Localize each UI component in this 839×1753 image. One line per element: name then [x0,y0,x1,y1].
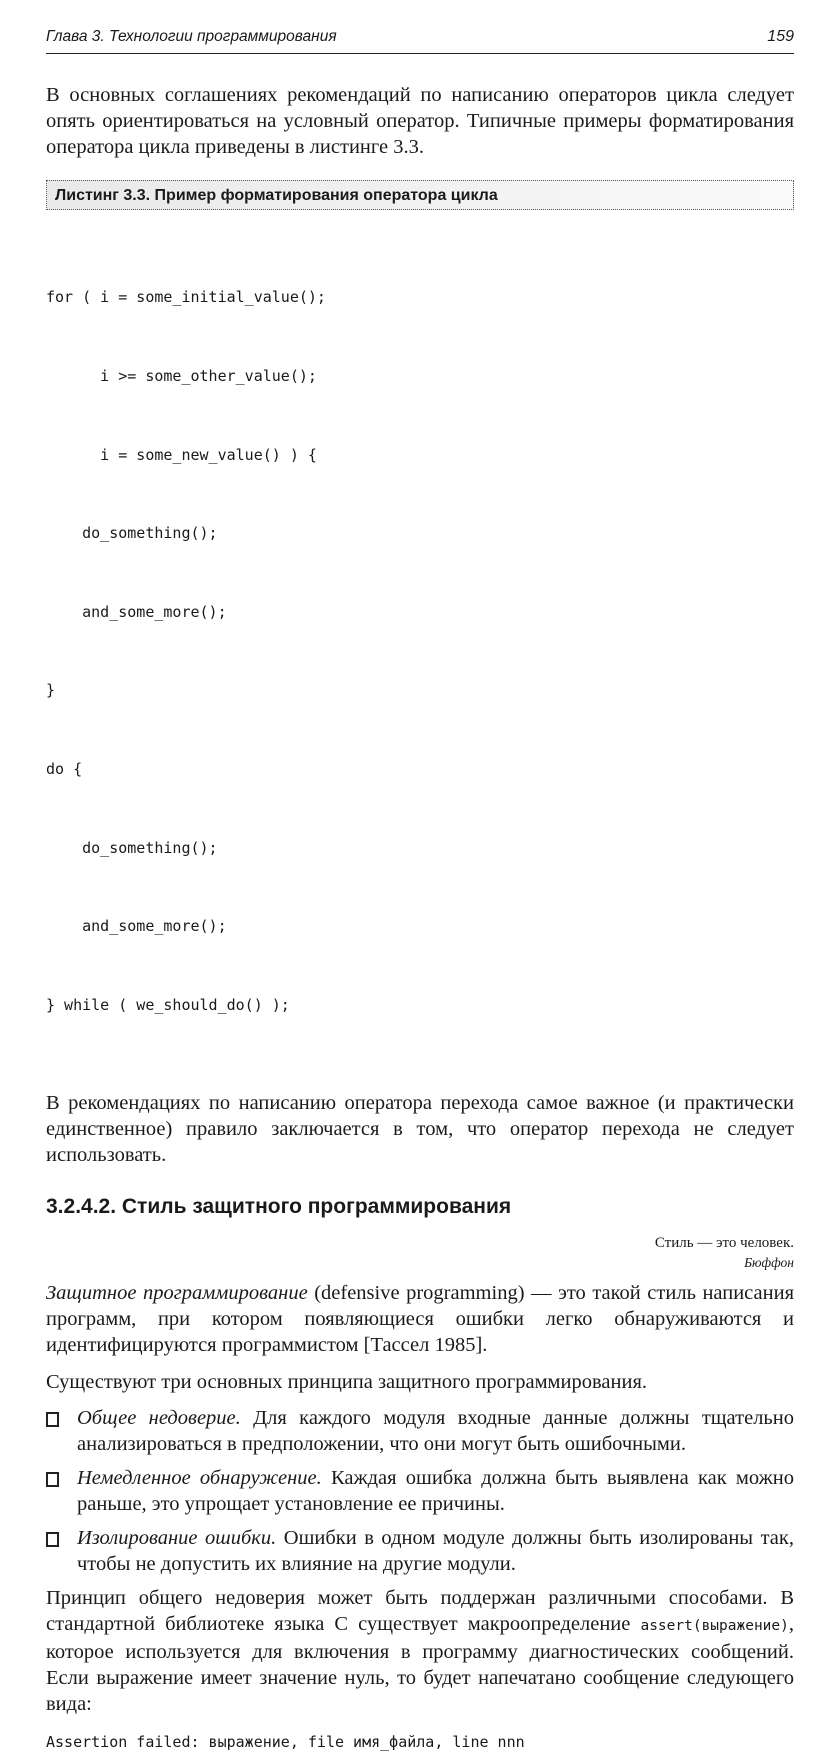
checkbox-bullet-icon [46,1532,59,1547]
list-item-text [77,1525,794,1577]
code-line: for ( i = some_initial_value(); [46,288,326,307]
code-line: do_something(); [46,524,218,543]
list-item-term: Немедленное обнаружение. [77,1467,322,1490]
list-item [46,1525,794,1577]
code-line: do { [46,759,83,778]
listing-caption: Листинг 3.3. Пример форматирования оператора цикла [46,180,794,210]
assert-text-after: , которое используется для включения в программу диагностических сообщений. Если выражение имеет значение нуль, то будет напечатано сообщение следующего вида: [46,1613,794,1716]
code-line: } while ( we_should_do() ); [46,995,290,1014]
code-line: } [46,681,56,700]
list-item-term: Общее недоверие. [77,1407,241,1430]
list-item [46,1465,794,1517]
assert-text-before: Принцип общего недоверия может быть поддержан различными способами. В стандартной библиотеке языка С существует макроопределение [46,1587,794,1636]
paragraph-principles-intro: Существуют три основных принципа защитного программирования. [46,1371,648,1394]
epigraph [46,1232,794,1272]
checkbox-bullet-icon [46,1472,59,1487]
code-line: i >= some_other_value(); [46,367,317,385]
running-head [46,28,794,54]
epigraph-author: Бюффон [744,1255,794,1271]
code-line: and_some_more(); [46,917,227,936]
list-item-body: Каждая ошибка должна быть выявлена как можно раньше, это упрощает установление ее причины. [77,1467,794,1516]
paragraph-definition [46,1280,794,1358]
code-line: do_something(); [46,838,218,857]
definition-term: Защитное программирование [46,1282,308,1305]
list-item-body: Для каждого модуля входные данные должны тщательно анализироваться в предположении, что они могут быть ошибочными. [77,1407,794,1456]
list-item-term: Изолирование ошибки. [77,1527,277,1550]
list-item-text [77,1405,794,1457]
listing-code-block [46,232,794,1070]
assertion-message-code: Assertion failed: выражение, file имя_файла, line nnn [46,1733,525,1752]
definition-text: (defensive programming) — это такой стиль написания программ, при котором появляющиеся ошибки легко обнаруживаются и идентифицируются программистом [Тассел 1985]. [46,1282,795,1357]
chapter-title: Глава 3. Технологии программирования [46,28,337,45]
code-line: and_some_more(); [46,602,227,621]
section-heading: 3.2.4.2. Стиль защитного программирования [46,1195,512,1219]
assert-inline-code: assert(выражение) [640,1618,789,1635]
list-item [46,1405,794,1457]
paragraph-loop-intro: В основных соглашениях рекомендаций по написанию операторов цикла следует опять ориентироваться на условный оператор. Типичные примеры форматирования оператора цикла приведены в листинге 3.3. [46,84,794,158]
list-item-body: Ошибки в одном модуле должны быть изолированы так, чтобы не допустить их влияние на другие модули. [77,1527,794,1576]
page-number: 159 [767,28,794,45]
checkbox-bullet-icon [46,1412,59,1427]
list-item-text [77,1465,794,1517]
book-page [46,28,794,1753]
principles-list [46,1405,794,1577]
code-line: i = some_new_value() ) { [46,445,317,464]
paragraph-assert [46,1585,794,1717]
epigraph-quote: Стиль — это человек. [654,1235,794,1252]
paragraph-goto: В рекомендациях по написанию оператора перехода самое важное (и практически единственное) правило заключается в том, что оператор перехода не следует использовать. [46,1092,794,1167]
